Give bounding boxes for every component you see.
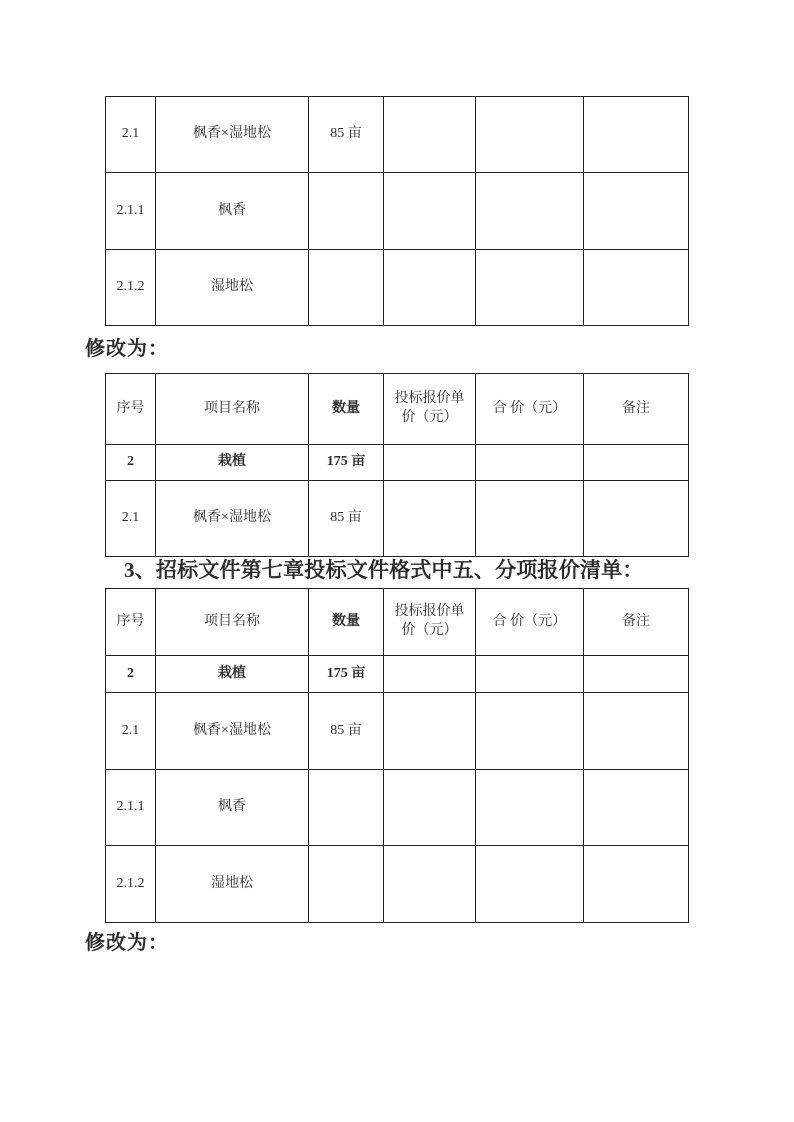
header-remark: 备注 bbox=[584, 589, 689, 656]
item-name-cell: 栽植 bbox=[156, 656, 309, 693]
header-bid-unit-price-line1: 投标报价单 bbox=[394, 604, 465, 620]
item-name-cell: 枫香×湿地松 bbox=[156, 97, 309, 173]
table-row bbox=[106, 250, 689, 326]
unit-price-cell bbox=[384, 656, 476, 693]
item-name-cell: 湿地松 bbox=[156, 846, 309, 923]
header-seq: 序号 bbox=[106, 589, 156, 656]
quantity-cell bbox=[309, 250, 384, 326]
remark-cell bbox=[584, 770, 689, 846]
seq-cell: 2.1 bbox=[106, 481, 156, 557]
quantity-cell: 85 亩 bbox=[309, 97, 384, 173]
table-header-row bbox=[106, 589, 689, 656]
quantity-cell bbox=[309, 770, 384, 846]
remark-cell bbox=[584, 693, 689, 770]
remark-cell bbox=[584, 846, 689, 923]
seq-cell: 2.1.1 bbox=[106, 173, 156, 250]
quantity-cell: 85 亩 bbox=[309, 693, 384, 770]
unit-price-cell bbox=[384, 173, 476, 250]
seq-cell: 2.1 bbox=[106, 693, 156, 770]
remark-cell bbox=[584, 445, 689, 481]
header-total-price: 合 价（元） bbox=[476, 589, 584, 656]
section5-items-table bbox=[105, 588, 689, 923]
header-remark: 备注 bbox=[584, 374, 689, 445]
remark-cell bbox=[584, 97, 689, 173]
table-row bbox=[106, 97, 689, 173]
table-row bbox=[106, 481, 689, 557]
unit-price-cell bbox=[384, 481, 476, 557]
unit-price-cell bbox=[384, 693, 476, 770]
remark-cell bbox=[584, 656, 689, 693]
item-name-cell: 枫香×湿地松 bbox=[156, 481, 309, 557]
total-price-cell bbox=[476, 250, 584, 326]
table-row bbox=[106, 173, 689, 250]
header-item-name: 项目名称 bbox=[156, 374, 309, 445]
remark-cell bbox=[584, 481, 689, 557]
seq-cell: 2.1 bbox=[106, 97, 156, 173]
section3-heading: 3、招标文件第七章投标文件格式中五、分项报价清单： bbox=[124, 558, 644, 582]
item-name-cell: 湿地松 bbox=[156, 250, 309, 326]
remark-cell bbox=[584, 250, 689, 326]
total-price-cell bbox=[476, 770, 584, 846]
table-row bbox=[106, 846, 689, 923]
item-name-cell: 枫香 bbox=[156, 173, 309, 250]
header-bid-unit-price bbox=[384, 589, 476, 656]
total-price-cell bbox=[476, 693, 584, 770]
table-row bbox=[106, 445, 689, 481]
table-row bbox=[106, 693, 689, 770]
header-bid-unit-price-line2: 价（元） bbox=[401, 623, 458, 638]
original-items-table bbox=[105, 96, 689, 326]
header-seq: 序号 bbox=[106, 374, 156, 445]
seq-cell: 2.1.1 bbox=[106, 770, 156, 846]
item-name-cell: 枫香×湿地松 bbox=[156, 693, 309, 770]
unit-price-cell bbox=[384, 445, 476, 481]
table-row bbox=[106, 770, 689, 846]
quantity-cell: 175 亩 bbox=[309, 656, 384, 693]
modify-to-label: 修改为： bbox=[85, 338, 169, 360]
unit-price-cell bbox=[384, 250, 476, 326]
header-quantity: 数量 bbox=[309, 589, 384, 656]
item-name-cell: 栽植 bbox=[156, 445, 309, 481]
unit-price-cell bbox=[384, 97, 476, 173]
seq-cell: 2.1.2 bbox=[106, 250, 156, 326]
unit-price-cell bbox=[384, 846, 476, 923]
quantity-cell bbox=[309, 173, 384, 250]
item-name-cell: 枫香 bbox=[156, 770, 309, 846]
total-price-cell bbox=[476, 481, 584, 557]
remark-cell bbox=[584, 173, 689, 250]
quantity-cell bbox=[309, 846, 384, 923]
header-quantity: 数量 bbox=[309, 374, 384, 445]
total-price-cell bbox=[476, 656, 584, 693]
total-price-cell bbox=[476, 173, 584, 250]
quantity-cell: 175 亩 bbox=[309, 445, 384, 481]
unit-price-cell bbox=[384, 770, 476, 846]
header-item-name: 项目名称 bbox=[156, 589, 309, 656]
header-total-price: 合 价（元） bbox=[476, 374, 584, 445]
revised-items-table bbox=[105, 373, 689, 557]
header-bid-unit-price-line2: 价（元） bbox=[401, 410, 458, 425]
seq-cell: 2.1.2 bbox=[106, 846, 156, 923]
quantity-cell: 85 亩 bbox=[309, 481, 384, 557]
total-price-cell bbox=[476, 97, 584, 173]
header-bid-unit-price bbox=[384, 374, 476, 445]
header-bid-unit-price-line1: 投标报价单 bbox=[394, 391, 465, 407]
table-header-row bbox=[106, 374, 689, 445]
modify-to-label: 修改为： bbox=[85, 932, 169, 954]
seq-cell: 2 bbox=[106, 445, 156, 481]
total-price-cell bbox=[476, 846, 584, 923]
seq-cell: 2 bbox=[106, 656, 156, 693]
table-row bbox=[106, 656, 689, 693]
total-price-cell bbox=[476, 445, 584, 481]
